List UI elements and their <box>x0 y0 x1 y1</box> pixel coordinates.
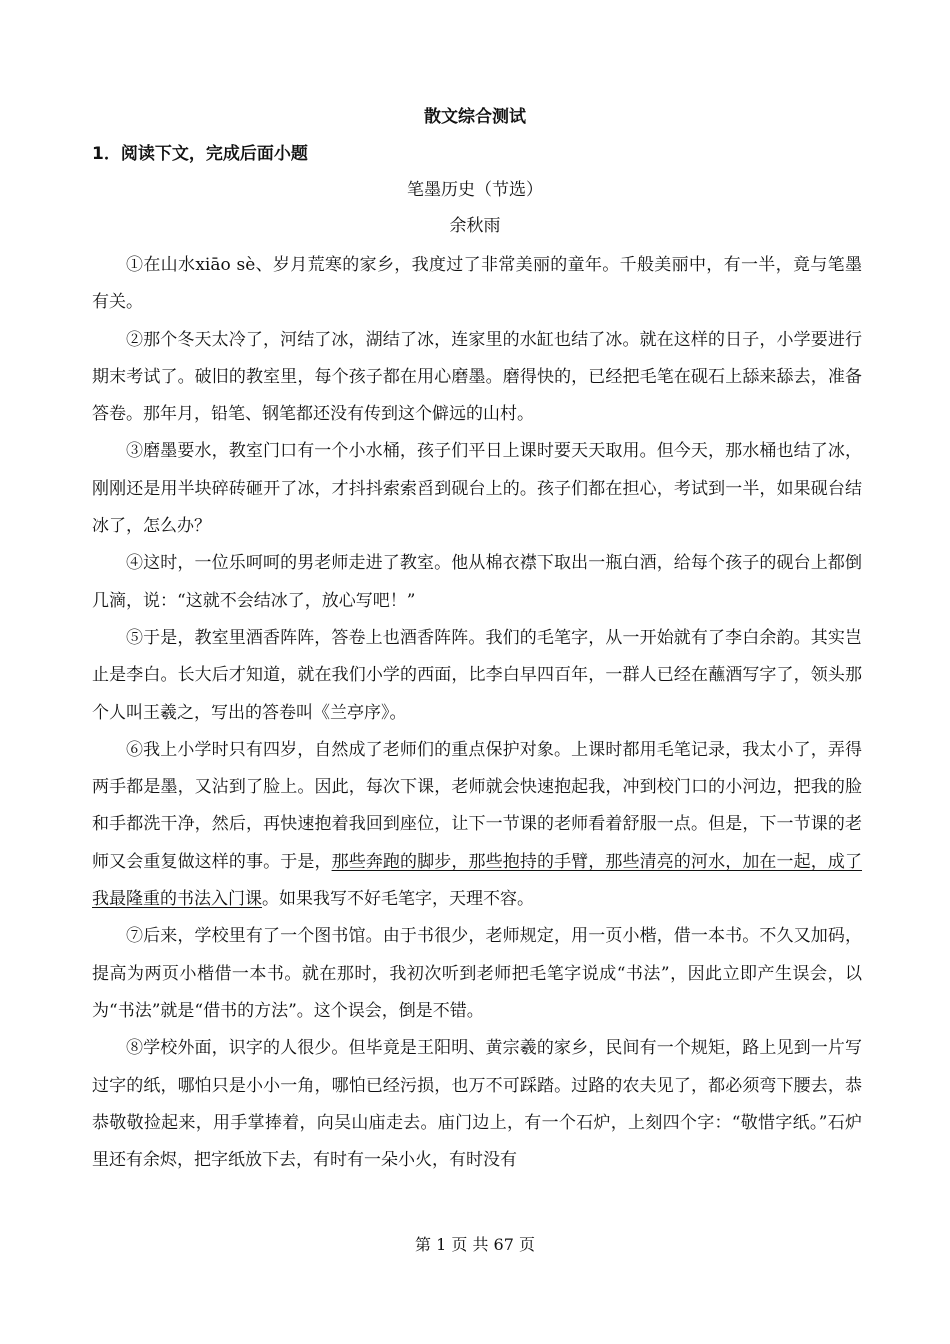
article-title: 笔墨历史（节选） <box>407 180 543 200</box>
paragraph-4: ④这时，一位乐呵呵的男老师走进了教室。他从棉衣襟下取出一瓶白酒，给每个孩子的砚台上都倒几滴，说：“这就不会结冰了，放心写吧！” <box>92 553 862 611</box>
underlined-sentence: 那些奔跑的脚步，那些抱持的手臂，那些清亮的河水，加在一起，成了我最隆重的书法入门课 <box>92 851 863 910</box>
paragraph-6-text-after: 。如果我写不好毛笔字，天理不容。 <box>262 889 534 910</box>
paragraph-2: ②那个冬天太冷了，河结了冰，湖结了冰，连家里的水缸也结了冰。就在这样的日子，小学要进行期末考试了。破旧的教室里，每个孩子都在用心磨墨。磨得快的，已经把毛笔在砚石上舔来舔去，准备答卷。那年月，铅笔、钢笔都还没有传到这个僻远的山村。 <box>92 329 862 425</box>
page-footer: 第 1 页 共 67 页 <box>415 1235 535 1254</box>
document-title: 散文综合测试 <box>424 107 526 127</box>
paragraph-7: ⑦后来，学校里有了一个图书馆。由于书很少，老师规定，用一页小楷，借一本书。不久又加码，提高为两页小楷借一本书。就在那时，我初次听到老师把毛笔字说成“书法”，因此立即产生误会，以为“书法”就是“借书的方法”。这个误会，倒是不错。 <box>92 926 862 1021</box>
paragraph-6 <box>92 732 862 918</box>
paragraph-5: ⑤于是，教室里酒香阵阵，答卷上也酒香阵阵。我们的毛笔字，从一开始就有了李白余韵。其实岂止是李白。长大后才知道，就在我们小学的西面，比李白早四百年，一群人已经在蘸酒写字了，领头那个人叫王羲之，写出的答卷叫《兰亭序》。 <box>92 627 862 723</box>
paragraph-1: ①在山水xiāo sè、岁月荒寒的家乡，我度过了非常美丽的童年。千般美丽中，有一半，竟与笔墨有关。 <box>92 255 862 313</box>
paragraph-6-text-before: ⑥我上小学时只有四岁，自然成了老师们的重点保护对象。上课时都用毛笔记录，我太小了，弄得两手都是墨，又沾到了脸上。因此，每次下课，老师就会快速抱起我，冲到校门口的小河边，把我的脸和手都洗干净，然后，再快速抱着我回到座位，让下一节课的老师看着舒服一点。但是，下一节课的老师又会重复做这样的事。于是， <box>92 739 862 872</box>
paragraph-3: ③磨墨要水，教室门口有一个小水桶，孩子们平日上课时要天天取用。但今天，那水桶也结了冰，刚刚还是用半块碎砖砸开了冰，才抖抖索索舀到砚台上的。孩子们都在担心，考试到一半，如果砚台结冰了，怎么办？ <box>92 441 862 537</box>
question-label: 1．阅读下文，完成后面小题 <box>92 144 308 164</box>
paragraph-8: ⑧学校外面，识字的人很少。但毕竟是王阳明、黄宗羲的家乡，民间有一个规矩，路上见到一片写过字的纸，哪怕只是小小一角，哪怕已经污损，也万不可踩踏。过路的农夫见了，都必须弯下腰去，恭恭敬敬捡起来，用手掌捧着，向吴山庙走去。庙门边上，有一个石炉，上刻四个字：“敬惜字纸。”石炉里还有余烬，把字纸放下去，有时有一朵小火，有时没有 <box>92 1038 862 1171</box>
article-body <box>92 247 862 1179</box>
article-author: 余秋雨 <box>449 216 501 236</box>
